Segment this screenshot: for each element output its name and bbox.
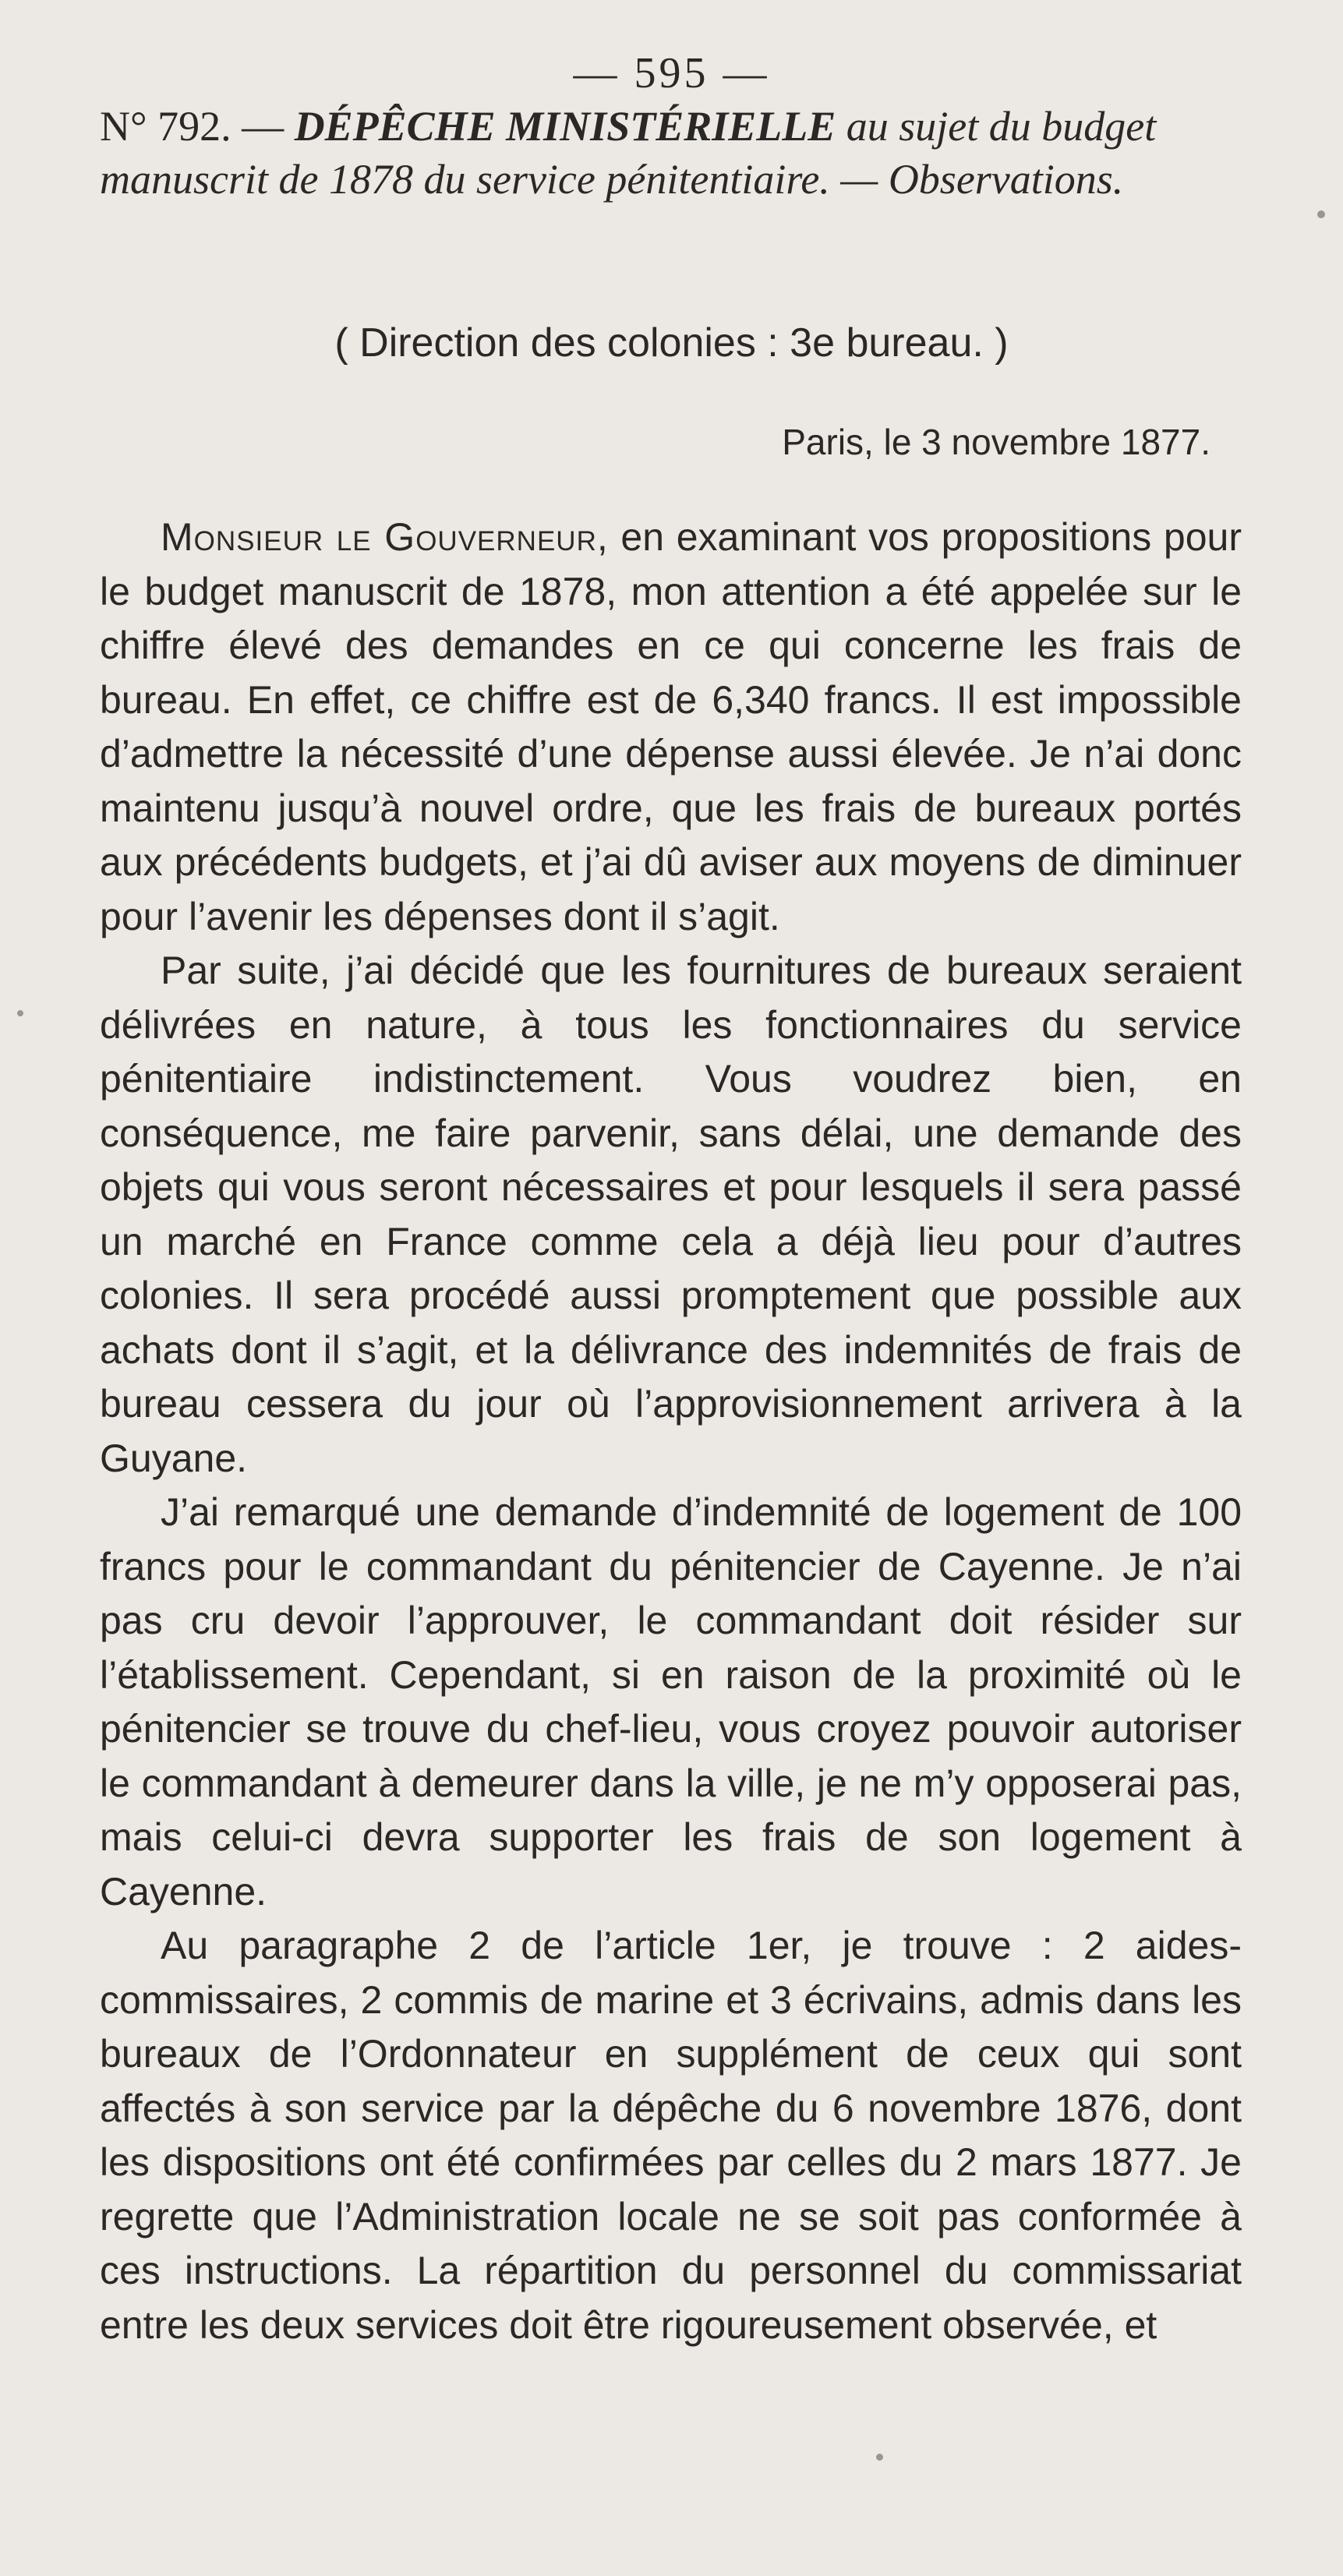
letter-body (100, 511, 1242, 2352)
paragraph (100, 511, 1242, 944)
dateline: Paris, le 3 novembre 1877. (782, 422, 1210, 462)
paper-speck (876, 2454, 883, 2461)
direction-line: ( Direction des colonies : 3e bureau. ) (334, 320, 1009, 366)
document-heading (100, 100, 1253, 206)
paragraph-text: en examinant vos propositions pour le budget manuscrit de 1878, mon attention a été appelée sur le chiffre élevé des demandes en ce qui concerne les frais de bureau. En effet, ce chiffre est de 6,340 francs. Il est impossible d’admettre la nécessité d’une dépense aussi élevée. Je n’ai donc maintenu jusqu’à nouvel ordre, que les frais de bureaux portés aux précédents budgets, et j’ai dû aviser aux moyens de diminuer pour l’avenir les dépenses dont il s’agit. (100, 515, 1242, 938)
paragraph: J’ai remarqué une demande d’indemnité de logement de 100 francs pour le commandant du pénitencier de Cayenne. Je n’ai pas cru devoir l’approuver, le commandant doit résider sur l’établissement. Cependant, si en raison de la proximité où le pénitencier se trouve du chef-lieu, vous croyez pouvoir autoriser le commandant à demeurer dans la ville, je ne m’y opposerai pas, mais celui-ci devra supporter les frais de son logement à Cayenne. (100, 1490, 1242, 1913)
document-subject: au sujet du budget manuscrit de 1878 du service pénitentiaire. — Observations. (100, 103, 1157, 203)
document-number: N° 792. — (100, 103, 295, 150)
paper-speck (1317, 210, 1325, 218)
paragraph: Au paragraphe 2 de l’article 1er, je trouve : 2 aides-commissaires, 2 commis de marine et 3 écrivains, admis dans les bureaux de l’Ordonnateur en supplément de ceux qui sont affectés à son service par la dépêche du 6 novembre 1876, dont les dispositions ont été confirmées par celles du 2 mars 1877. Je regrette que l’Administration locale ne se soit pas conformée à ces instructions. La répartition du personnel du commissariat entre les deux services doit être rigoureusement observée, et (100, 1924, 1242, 2347)
page-number: — 595 — (573, 49, 770, 97)
document-title: DÉPÊCHE MINISTÉRIELLE (294, 103, 836, 150)
paragraph: Par suite, j’ai décidé que les fournitures de bureaux seraient délivrées en nature, à tous les fonctionnaires du service pénitentiaire indistinctement. Vous voudrez bien, en conséquence, me faire parvenir, sans délai, une demande des objets qui vous seront nécessaires et pour lesquels il sera passé un marché en France comme cela a déjà lieu pour d’autres colonies. Il sera procédé aussi promptement que possible aux achats dont il s’agit, et la délivrance des indemnités de frais de bureau cessera du jour où l’approvisionnement arrivera à la Guyane. (100, 949, 1242, 1480)
salutation: Monsieur le Gouverneur, (161, 515, 609, 559)
paper-speck (17, 1010, 23, 1016)
